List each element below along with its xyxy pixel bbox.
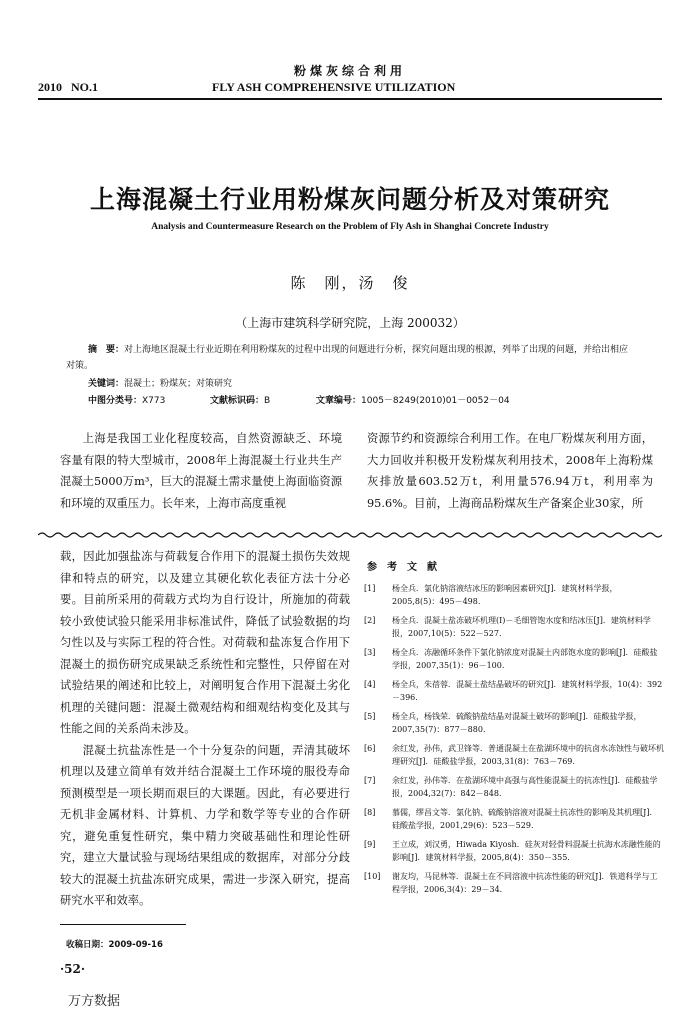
reference-item	[364, 646, 664, 672]
reference-item	[364, 678, 664, 704]
reference-text: 余红发，孙伟等．在盐湖环境中高强与高性能混凝土的抗冻性[J]．硅酸盐学报，2004,32(7)：842－848.	[392, 776, 658, 798]
reference-item	[364, 614, 664, 640]
paragraph: 载，因此加强盐冻与荷载复合作用下的混凝土损伤失效规律和特点的研究，以及建立其硬化软化表征方法十分必要。目前所采用的荷载方式均为自行设计，所施加的荷载较小致使试验只能采用非标准试件，降低了试验数据的均匀性以及与实际工程的符合性。对荷载和盐冻复合作用下混凝土的损伤研究成果缺乏系统性和完整性，只停留在对试验结果的阐述和比较上，对阐明复合作用下混凝土劣化机理的关键问题：混凝土微观结构和细观结构变化及其与性能之间的关系尚未涉及。	[60, 550, 350, 735]
received-date: 收稿日期：2009-09-16	[66, 940, 163, 950]
wanfang-watermark: 万方数据	[68, 994, 121, 1009]
body-column-2-top	[367, 428, 653, 514]
reference-text: 王立成，刘汉勇，Hiwada Kiyosh．硅灰对轻骨料混凝土抗海水冻融性能的影响[J]．建筑材料学报，2005,8(4)：350－355.	[392, 840, 661, 862]
keywords-text: 混凝土；粉煤灰；对策研究	[124, 379, 233, 389]
paragraph: 混凝土抗盐冻性是一个十分复杂的问题，弄清其破坏机理以及建立简单有效并结合混凝土工作环境的服役寿命预测模型是一项长期而艰巨的大课题。因此，有必要进行无机非金属材料、计算机、力学和数学等专业的合作研究，避免重复性研究，集中精力突破基础性和理论性研究，建立大量试验与现场结果组成的数据库，对部分分歧较大的混凝土抗盐冻研究成果，需进一步深入研究，提高研究水平和效率。	[60, 743, 350, 907]
reference-text: 杨全兵．氯化钠溶液结冰压的影响因素研究[J]．建筑材料学报，2005,8(5)：495－498.	[392, 584, 618, 606]
section-wave-divider	[38, 530, 662, 540]
journal-name-cn: 粉煤灰综合利用	[293, 64, 406, 78]
reference-text: 杨全兵，朱蓓蓉．混凝土盐结晶破坏的研究[J]．建筑材料学报，10(4)：392－396.	[392, 680, 663, 702]
abstract-text: 对上海地区混凝土行业近期在利用粉煤灰的过程中出现的问题进行分析，探究问题出现的根源，列举了出现的问题，并给出相应对策。	[66, 345, 629, 371]
reference-text: 杨全兵，杨钱荣．硫酸钠盐结晶对混凝土破坏的影响[J]．硅酸盐学报，2007,35(7)：877－880.	[392, 712, 642, 734]
paragraph: 资源节约和资源综合利用工作。在电厂粉煤灰利用方面，大力回收并积极开发粉煤灰利用技术，2008年上海粉煤灰排放量603.52万t，利用量576.94万t，利用率为95.6%。目前，上海商品粉煤灰生产备案企业30家，所	[367, 432, 653, 510]
class-number: 中图分类号：X773	[88, 396, 166, 406]
references-list	[364, 582, 664, 902]
reference-number: [1]	[364, 584, 376, 593]
reference-item	[364, 774, 664, 800]
reference-text: 慕儒，缪昌文等．氯化钠、硫酸钠溶液对混凝土抗冻性的影响及其机理[J]．硅酸盐学报，2001,29(6)：523－529.	[392, 808, 658, 830]
page-number: ·52·	[60, 962, 86, 976]
reference-item	[364, 710, 664, 736]
paragraph: 上海是我国工业化程度较高，自然资源缺乏、环境容量有限的特大型城市，2008年上海混凝土行业共生产混凝土5000万m³，巨大的混凝土需求量使上海面临资源和环境的双重压力。长年来，上海市高度重视	[60, 432, 342, 510]
reference-text: 余红发，孙伟，武卫锋等．普通混凝土在盐湖环境中的抗卤水冻蚀性与破坏机理研究[J]．硅酸盐学报，2003,31(8)：763－769.	[392, 744, 664, 766]
footnote-rule	[60, 924, 186, 925]
reference-number: [6]	[364, 744, 376, 753]
reference-text: 杨全兵．混凝土盐冻破坏机理(Ⅰ)－毛细管饱水度和结冰压[J]．建筑材料学报，2007,10(5)：522－527.	[392, 616, 651, 638]
article-title: 上海混凝土行业用粉煤灰问题分析及对策研究	[89, 185, 610, 214]
keywords	[88, 376, 232, 389]
header-rule	[38, 98, 662, 100]
reference-item	[364, 582, 664, 608]
reference-number: [2]	[364, 616, 376, 625]
abstract-label: 摘 要：	[88, 345, 125, 355]
authors: 陈 刚，汤 俊	[290, 274, 410, 292]
reference-number: [8]	[364, 808, 376, 817]
reference-item	[364, 806, 664, 832]
document-code: 文献标识码：B	[210, 396, 271, 406]
reference-number: [10]	[364, 872, 381, 881]
keywords-label: 关键词：	[88, 379, 125, 389]
reference-item	[364, 838, 664, 864]
body-column-1-top	[60, 428, 342, 514]
body-column-1-bottom	[60, 546, 350, 912]
journal-name-en: FLY ASH COMPREHENSIVE UTILIZATION	[212, 80, 456, 94]
issue-number: 2010 NO.1	[38, 80, 98, 94]
reference-number: [3]	[364, 648, 376, 657]
reference-number: [7]	[364, 776, 376, 785]
reference-number: [4]	[364, 680, 376, 689]
references-heading: 参考文献	[367, 562, 447, 573]
reference-item	[364, 870, 664, 896]
reference-text: 谢友均，马昆林等．混凝土在不同溶液中抗冻性能的研究[J]．铁道科学与工程学报，2006,3(4)：29－34.	[392, 872, 658, 894]
abstract	[66, 342, 636, 374]
article-number: 文章编号：1005－8249(2010)01－0052－04	[316, 396, 510, 406]
reference-text: 杨全兵．冻融循环条件下氯化钠浓度对混凝土内部饱水度的影响[J]．硅酸盐学报，2007,35(1)：96－100.	[392, 648, 658, 670]
article-title-en: Analysis and Countermeasure Research on the Problem of Fly Ash in Shanghai Concrete Industry	[151, 222, 549, 232]
reference-number: [9]	[364, 840, 376, 849]
reference-number: [5]	[364, 712, 376, 721]
reference-item	[364, 742, 664, 768]
affiliation: （上海市建筑科学研究院，上海 200032）	[235, 316, 465, 330]
